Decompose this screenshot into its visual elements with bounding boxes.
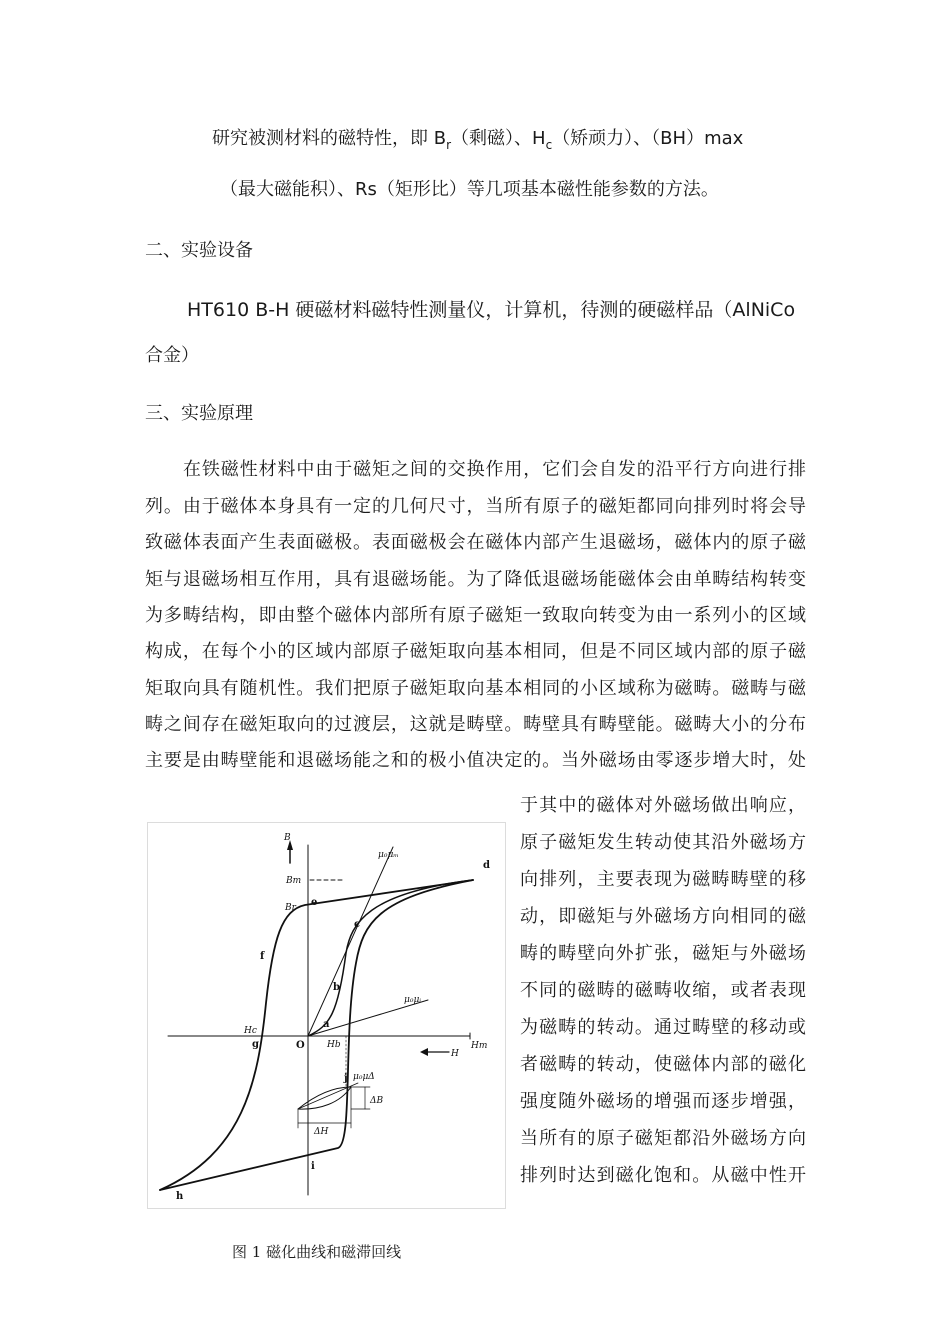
side-line: 动，即磁矩与外磁场方向相同的磁 — [520, 906, 806, 927]
label-b: b — [333, 982, 340, 993]
label-Bm: Bm — [286, 876, 302, 886]
equipment-line-2: 合金） — [145, 345, 199, 366]
label-j: j — [344, 1073, 348, 1084]
principle-line: 畴之间存在磁矩取向的过渡层，这就是畴壁。畴壁具有畴壁能。磁畴大小的分布 — [145, 714, 806, 735]
label-B: B — [284, 833, 291, 843]
side-line: 向排列，主要表现为磁畴畴壁的移 — [520, 869, 806, 890]
side-line: 当所有的原子磁矩都沿外磁场方向 — [520, 1128, 806, 1149]
intro-text-a: 研究被测材料的磁特性，即 — [212, 128, 434, 149]
br-symbol: B — [433, 128, 447, 149]
initial-magnetization-curve — [308, 880, 473, 1036]
label-mu0-muA: μ₀μΔ — [353, 1072, 375, 1082]
label-g: g — [252, 1039, 259, 1050]
intro-line-1 — [212, 128, 743, 150]
hc-symbol: H — [532, 128, 546, 149]
side-line: 于其中的磁体对外磁场做出响应， — [520, 795, 806, 816]
principle-line: 为多畴结构，即由整个磁体内部所有原子磁矩一致取向转变为由一系列小的区域 — [145, 605, 806, 626]
label-d: d — [483, 860, 490, 871]
label-Hm: Hm — [471, 1041, 488, 1051]
hc-subscript: c — [545, 138, 553, 152]
label-Br: Br — [285, 903, 296, 913]
figure-caption: 图 1 磁化曲线和磁滞回线 — [232, 1243, 402, 1261]
principle-line: 矩与退磁场相互作用，具有退磁场能。为了降低退磁场能磁体会由单畴结构转变 — [145, 569, 806, 590]
mu0-mui-line — [308, 1000, 428, 1036]
principle-line: 构成，在每个小的区域内部原子磁矩取向基本相同，但是不同区域内部的原子磁 — [145, 641, 806, 662]
ascending-branch — [160, 880, 473, 1190]
label-e: e — [311, 897, 318, 908]
intro-text-b: （剩磁）、 — [451, 128, 533, 149]
label-Hb: Hb — [327, 1040, 341, 1050]
side-line: 强度随外磁场的增强而逐步增强， — [520, 1091, 806, 1112]
side-line: 为磁畴的转动。通过畴壁的移动或 — [520, 1017, 806, 1038]
label-O: O — [296, 1040, 305, 1051]
label-c: c — [354, 919, 361, 930]
br-subscript: r — [446, 138, 452, 152]
section-heading-principle: 三、实验原理 — [145, 403, 253, 424]
principle-line: 主要是由畴壁能和退磁场能之和的极小值决定的。当外磁场由零逐步增大时，处 — [145, 750, 806, 771]
side-line: 者磁畴的转动，使磁体内部的磁化 — [520, 1054, 806, 1075]
descending-branch — [160, 880, 473, 1190]
principle-line: 致磁体表面产生表面磁极。表面磁极会在磁体内部产生退磁场，磁体内的原子磁 — [145, 532, 806, 553]
h-arrow-head — [420, 1048, 428, 1056]
hysteresis-figure — [147, 822, 506, 1209]
label-Hc: Hc — [244, 1026, 257, 1036]
side-line: 原子磁矩发生转动使其沿外磁场方 — [520, 832, 806, 853]
label-i: i — [311, 1161, 315, 1172]
label-h: h — [176, 1191, 184, 1202]
equipment-line-1: HT610 B-H 硬磁材料磁特性测量仪，计算机，待测的硬磁样品（AlNiCo — [187, 299, 796, 321]
side-line: 畴的畴壁向外扩张，磁矩与外磁场 — [520, 943, 806, 964]
side-line: 排列时达到磁化饱和。从磁中性开 — [520, 1165, 806, 1186]
intro-text-c: （矫顽力）、（BH）max — [552, 128, 744, 149]
hysteresis-diagram — [148, 823, 505, 1208]
intro-line-2: （最大磁能积）、Rs（矩形比）等几项基本磁性能参数的方法。 — [220, 179, 719, 200]
label-H: H — [451, 1049, 459, 1059]
side-line: 不同的磁畴的磁畴收缩，或者表现 — [520, 980, 806, 1001]
label-f: f — [260, 951, 265, 962]
label-dB: ΔB — [370, 1096, 384, 1106]
label-a: a — [323, 1019, 330, 1030]
principle-line: 矩取向具有随机性。我们把原子磁矩取向基本相同的小区域称为磁畴。磁畴与磁 — [145, 678, 806, 699]
principle-line: 列。由于磁体本身具有一定的几何尺寸，当所有原子的磁矩都同向排列时将会导 — [145, 496, 806, 517]
label-mu0-mum: μ₀μₘ — [378, 850, 399, 860]
label-mu0-mui: μ₀μᵢ — [404, 995, 422, 1005]
principle-line: 在铁磁性材料中由于磁矩之间的交换作用，它们会自发的沿平行方向进行排 — [183, 459, 806, 480]
label-dH: ΔH — [314, 1127, 329, 1137]
section-heading-equipment: 二、实验设备 — [145, 240, 253, 261]
